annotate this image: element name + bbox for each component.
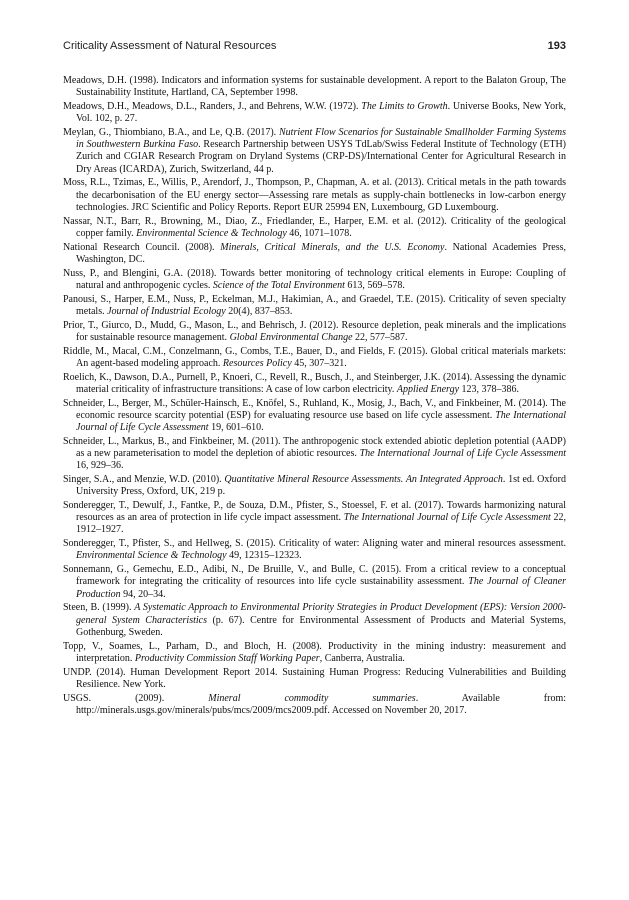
page-header [63, 40, 566, 58]
reference-entry: Roelich, K., Dawson, D.A., Purnell, P., Knoeri, C., Revell, R., Busch, J., and Steinberger, J.K. (2014). Assessing the dynamic material criticality of infrastructure transitions: A case of low carbon electricity. Applied Energy 123, 378–386. [63, 371, 566, 395]
reference-entry: Sonnemann, G., Gemechu, E.D., Adibi, N., De Bruille, V., and Bulle, C. (2015). From a critical review to a conceptual framework for integrating the criticality of resources into life cycle sustainability assessment. The Journal of Cleaner Production 94, 20–34. [63, 564, 567, 600]
running-head: Criticality Assessment of Natural Resources [63, 40, 277, 52]
reference-entry: Meylan, G., Thiombiano, B.A., and Le, Q.B. (2017). Nutrient Flow Scenarios for Sustainable Smallholder Farming Systems in Southwestern Burkina Faso. Research Partnership between USYS TdLab/Swiss Federal Institute of Technology (ETH) Zurich and CGIAR Research Program on Dryland Systems (CRP-DS)/International Center for Agricultural Research in Dry Areas (ICARDA), Zurich, Switzerland, 44 p. [63, 127, 567, 175]
reference-entry: Riddle, M., Macal, C.M., Conzelmann, G., Combs, T.E., Bauer, D., and Fields, F. (2015). Global critical materials markets: An agent-based modeling approach. Resources Policy 45, 307–321. [63, 345, 566, 369]
reference-entry: Schneider, L., Markus, B., and Finkbeiner, M. (2011). The anthropogenic stock extended abiotic depletion potential (AADP) as a new parameterisation to model the depletion of abiotic resources. The International Journal of Life Cycle Assessment 16, 929–36. [63, 435, 566, 472]
reference-entry: Prior, T., Giurco, D., Mudd, G., Mason, L., and Behrisch, J. (2012). Resource depletion, peak minerals and the implications for sustainable resource management. Global Environmental Change 22, 577–587. [63, 319, 566, 343]
reference-entry: Panousi, S., Harper, E.M., Nuss, P., Eckelman, M.J., Hakimian, A., and Graedel, T.E. (2015). Criticality of seven specialty metals. Journal of Industrial Ecology 20(4), 837–853. [63, 293, 566, 317]
reference-entry: UNDP. (2014). Human Development Report 2014. Sustaining Human Progress: Reducing Vulnerabilities and Building Resilience. New York. [63, 666, 566, 690]
reference-entry: Nuss, P., and Blengini, G.A. (2018). Towards better monitoring of technology critical elements in Europe: Coupling of natural and anthropogenic cycles. Science of the Total Environment 613, 569–578. [63, 267, 566, 291]
reference-entry: Sonderegger, T., Pfister, S., and Hellweg, S. (2015). Criticality of water: Aligning water and mineral resources assessment. Environmental Science & Technology 49, 12315–12323. [63, 538, 566, 562]
reference-entry: Steen, B. (1999). A Systematic Approach to Environmental Priority Strategies in Product Development (EPS): Version 2000-general System Characteristics (p. 67). Centre for Environmental Assessment of Products and Material Systems, Gothenburg, Sweden. [63, 602, 567, 638]
reference-list [63, 75, 566, 719]
reference-entry: Nassar, N.T., Barr, R., Browning, M., Diao, Z., Friedlander, E., Harper, E.M. et al. (2012). Criticality of the geological copper family. Environmental Science & Technology 46, 1071–1078. [63, 215, 566, 239]
reference-entry: Sonderegger, T., Dewulf, J., Fantke, P., de Souza, D.M., Pfister, S., Stoessel, F. et al. (2017). Towards harmonizing natural resources as an area of protection in life cycle impact assessment. The International Journal of Life Cycle Assessment 22, 1912–1927. [63, 500, 566, 536]
reference-entry: Singer, S.A., and Menzie, W.D. (2010). Quantitative Mineral Resource Assessments. An Integrated Approach. 1st ed. Oxford University Press, Oxford, UK, 219 p. [63, 474, 566, 498]
reference-entry: Schneider, L., Berger, M., Schüler-Hainsch, E., Knöfel, S., Ruhland, K., Mosig, J., Bach, V., and Finkbeiner, M. (2014). The economic resource scarcity potential (ESP) for evaluating resource use based on life cycle assessment. The International Journal of Life Cycle Assessment 19, 601–610. [63, 397, 566, 434]
reference-entry: USGS. (2009). Mineral commodity summaries. Available from: http://minerals.usgs.gov/minerals/pubs/mcs/2009/mcs2009.pdf. Accessed on November 20, 2017. [63, 692, 567, 716]
page-number: 193 [547, 40, 566, 52]
reference-entry: National Research Council. (2008). Minerals, Critical Minerals, and the U.S. Economy. National Academies Press, Washington, DC. [63, 241, 566, 265]
reference-entry: Meadows, D.H. (1998). Indicators and information systems for sustainable development. A report to the Balaton Group, The Sustainability Institute, Hartland, CA, September 1998. [63, 75, 566, 99]
reference-entry: Meadows, D.H., Meadows, D.L., Randers, J., and Behrens, W.W. (1972). The Limits to Growth. Universe Books, New York, Vol. 102, p. 27. [63, 101, 566, 125]
reference-entry: Topp, V., Soames, L., Parham, D., and Bloch, H. (2008). Productivity in the mining industry: measurement and interpretation. Productivity Commission Staff Working Paper, Canberra, Australia. [63, 640, 566, 664]
reference-entry: Moss, R.L., Tzimas, E., Willis, P., Arendorf, J., Thompson, P., Chapman, A. et al. (2013). Critical metals in the path towards the decarbonisation of the EU energy sector—Assessing rare metals as supply-chain bottlenecks in low-carbon energy technologies. JRC Scientific and Policy Reports. Report EUR 25994 EN, Luxembourg, GD Luxembourg. [63, 177, 566, 213]
